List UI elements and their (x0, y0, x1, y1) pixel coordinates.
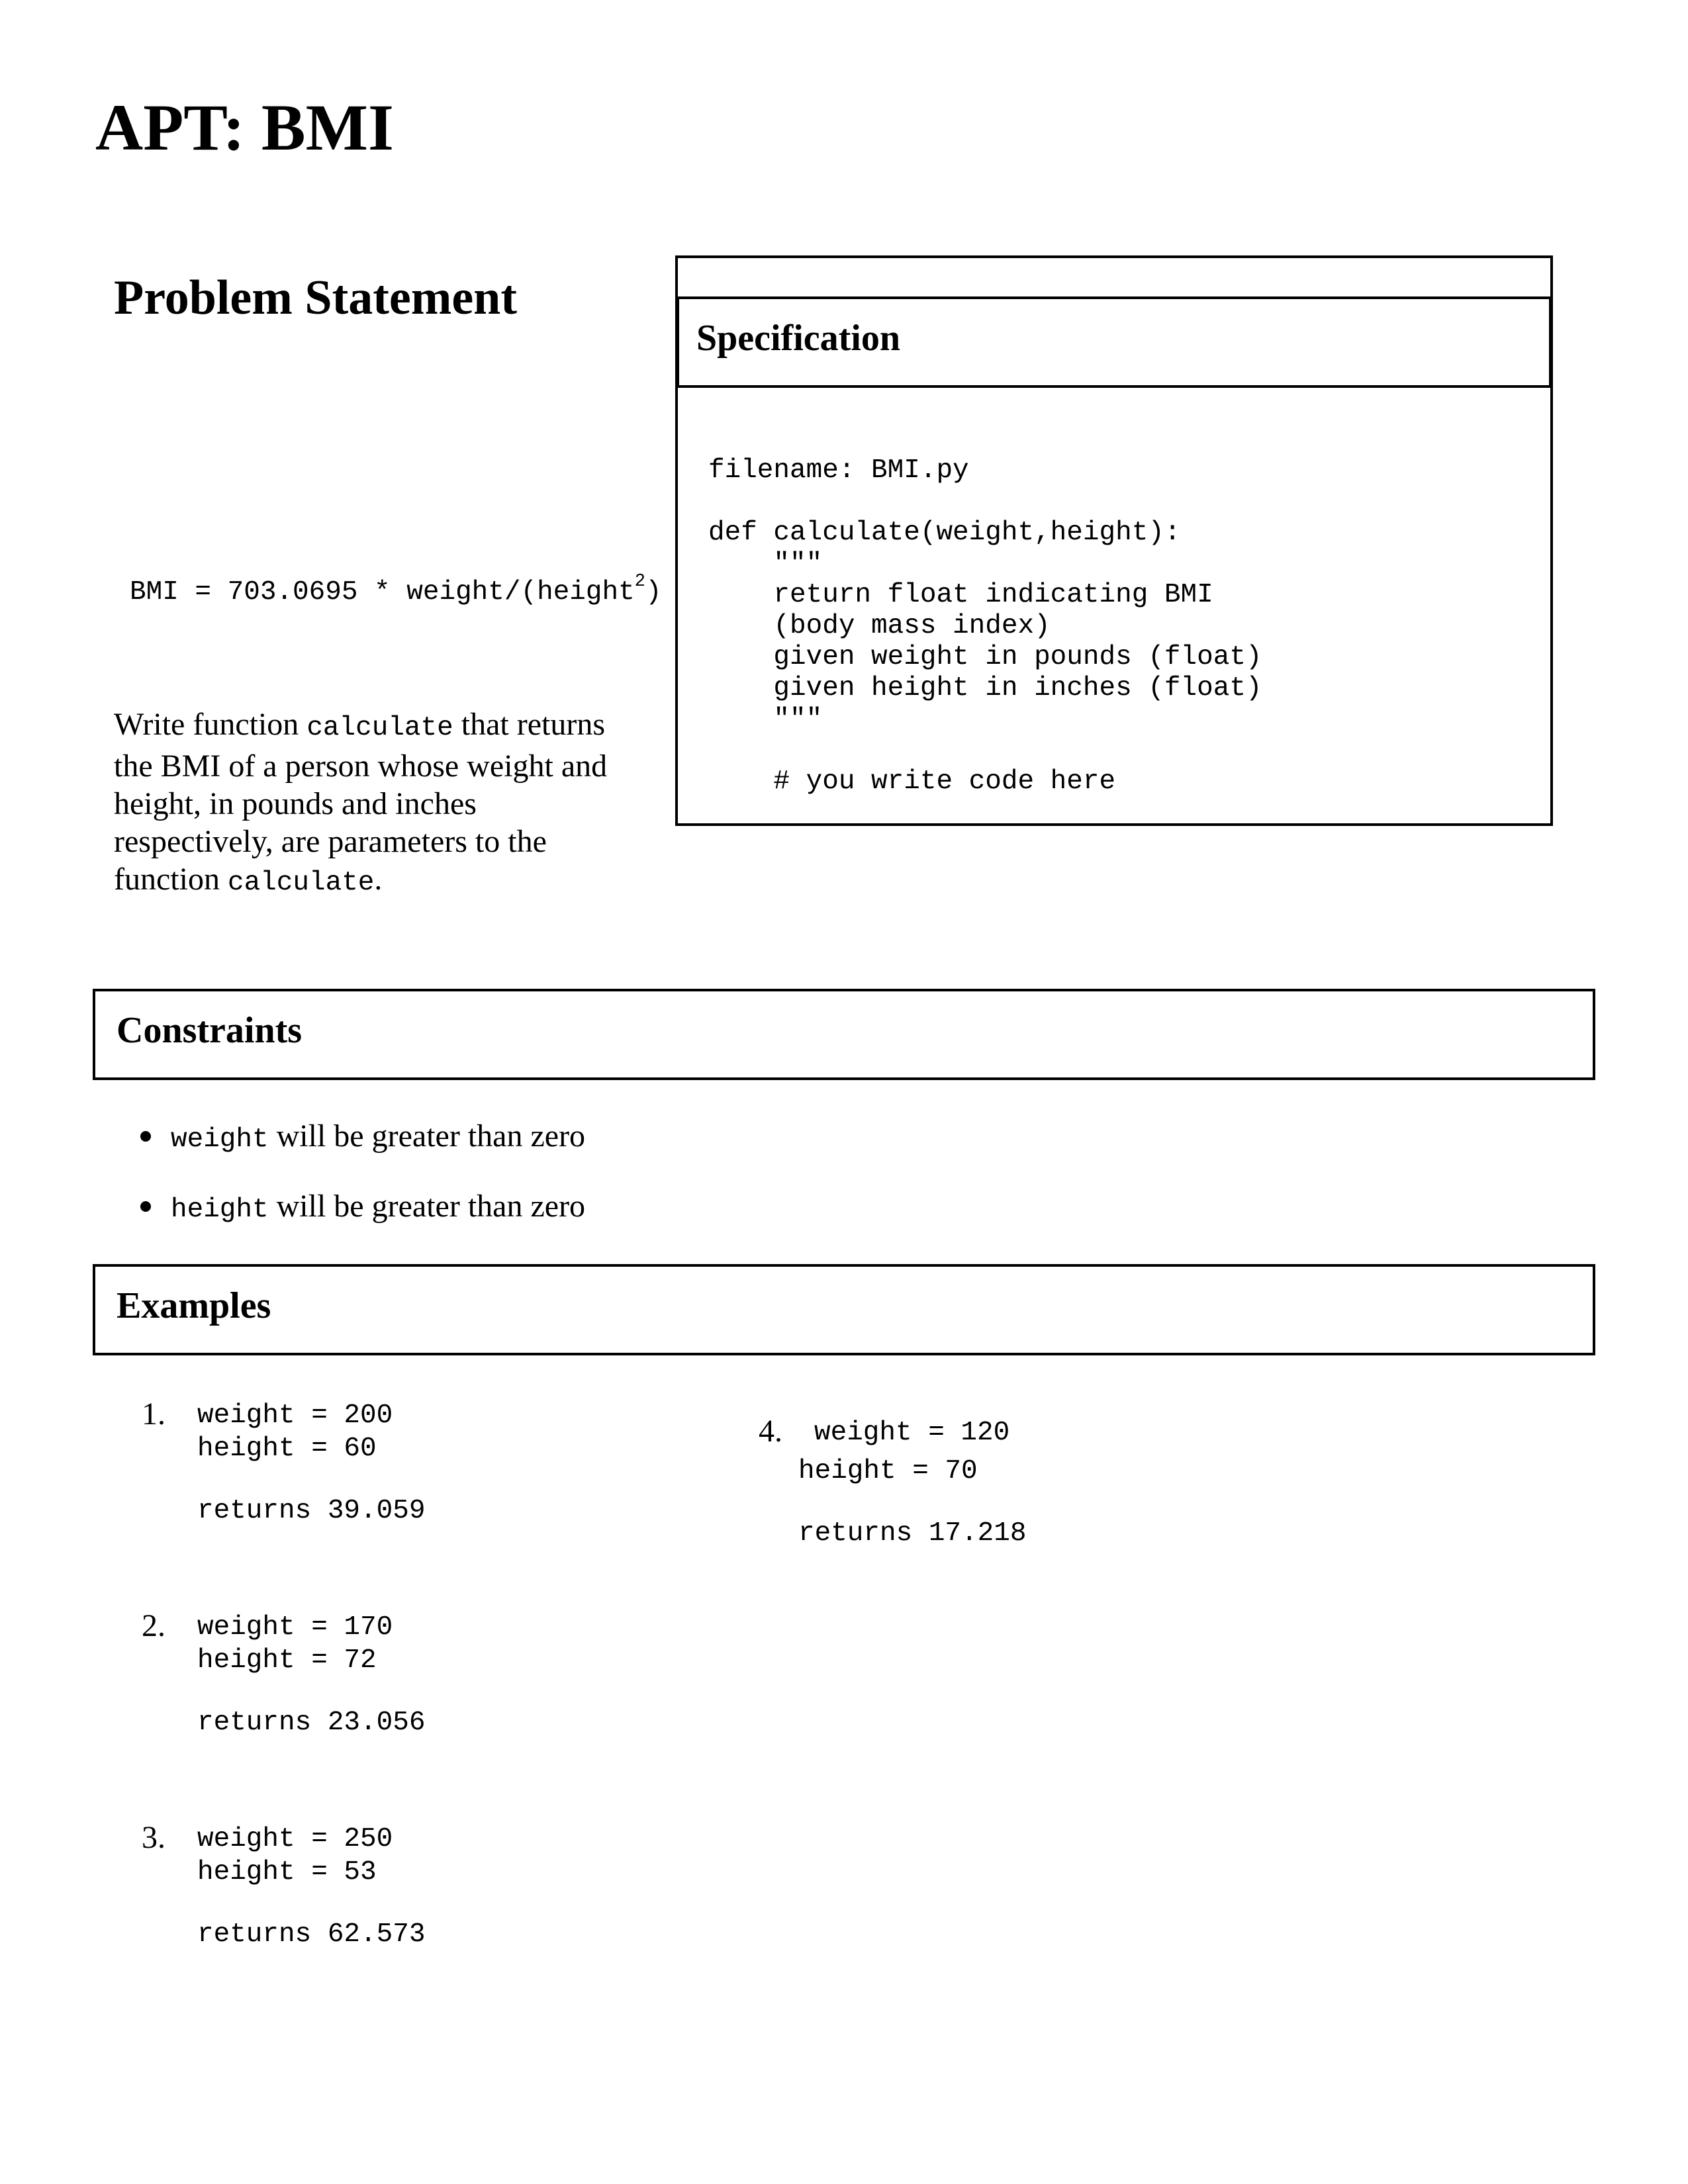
example-input-2: height = 53 (197, 1857, 377, 1888)
constraints-header (93, 989, 1595, 1080)
examples-header (93, 1264, 1595, 1355)
example-number: 1. (142, 1396, 165, 1432)
page-title: APT: BMI (95, 91, 394, 164)
description-text-3: . (374, 862, 383, 897)
formula-end: ) (645, 577, 662, 608)
example-input-1: weight = 250 (197, 1824, 393, 1854)
example-number: 2. (142, 1608, 165, 1643)
specification-heading: Specification (696, 318, 900, 359)
constraints-heading: Constraints (117, 1010, 303, 1051)
constraint-code: weight (171, 1124, 269, 1155)
example-input-2: height = 60 (197, 1433, 377, 1464)
example-input-2: height = 70 (798, 1456, 978, 1486)
example-input-1: weight = 200 (197, 1400, 393, 1431)
problem-statement-heading: Problem Statement (114, 271, 517, 325)
example-result: returns 17.218 (798, 1518, 1027, 1549)
example-input-2: height = 72 (197, 1645, 377, 1676)
description-text-2: that returns the BMI of a person whose weight and height, in pounds and inches respectively, are parameters to the function (114, 707, 608, 897)
example-number: 4. (759, 1414, 782, 1449)
constraint-text: will be greater than zero (268, 1118, 586, 1154)
formula-exponent: 2 (634, 572, 645, 592)
example-result: returns 23.056 (197, 1707, 426, 1738)
example-input-1: weight = 120 (814, 1418, 1010, 1448)
example-result: returns 39.059 (197, 1496, 426, 1526)
examples-heading: Examples (117, 1285, 271, 1326)
bmi-formula (130, 572, 662, 608)
example-result: returns 62.573 (197, 1919, 426, 1950)
constraint-item (140, 1187, 585, 1229)
constraint-text: will be greater than zero (268, 1189, 586, 1224)
description-text-1: Write function (114, 707, 307, 742)
example-input-1: weight = 170 (197, 1612, 393, 1643)
constraint-code: height (171, 1195, 269, 1225)
problem-description (114, 705, 643, 902)
formula-main: BMI = 703.0695 * weight/(height (130, 577, 635, 608)
bullet-icon (140, 1201, 151, 1212)
constraint-item (140, 1117, 585, 1159)
bullet-icon (140, 1131, 151, 1142)
description-code-1: calculate (306, 713, 453, 743)
example-number: 3. (142, 1820, 165, 1855)
description-code-2: calculate (227, 868, 375, 898)
specification-code: filename: BMI.py def calculate(weight,height): """ return float indicating BMI (body mass index) given weight in pounds (float) given height in inches (float) """ # you write code here (708, 455, 1262, 797)
